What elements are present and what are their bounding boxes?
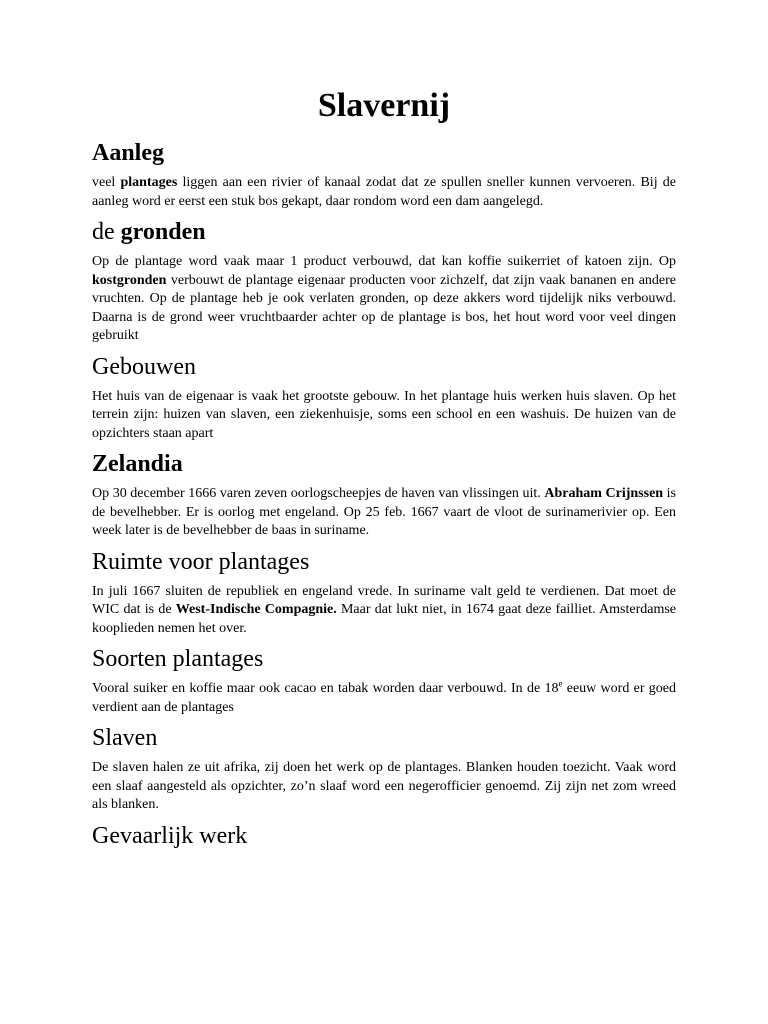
paragraph-ruimte (92, 583, 676, 639)
paragraph-gebouwen: Het huis van de eigenaar is vaak het grootste gebouw. In het plantage huis werken huis slaven. Op het terrein zijn: huizen van slaven, een ziekenhuisje, soms een school en een washuis. De huizen van de opzichters staan apart (92, 388, 676, 441)
paragraph-aanleg (92, 174, 676, 211)
document-content (92, 84, 676, 857)
bold-term-kostgronden: kostgronden (92, 272, 167, 288)
section-aanleg (92, 138, 676, 211)
heading-zelandia: Zelandia (92, 451, 183, 477)
section-ruimte (92, 547, 676, 639)
paragraph-slaven: De slaven halen ze uit afrika, zij doen het werk op de plantages. Blanken houden toezicht. Vaak word een slaaf aangesteld als opzichter, zo’n slaaf word een negerofficier genoemd. Zij zijn net zom wreed als blanken. (92, 760, 676, 812)
heading-gevaarlijk: Gevaarlijk werk (92, 822, 248, 849)
heading-bold-run: gronden (120, 219, 206, 245)
heading-slaven: Slaven (92, 725, 158, 751)
text-run: Maar dat lukt niet, in 1674 gaat deze failliet. Amsterdamse kooplieden nemen het over. (92, 602, 677, 636)
paragraph-zelandia (92, 485, 676, 541)
text-run: verbouwt de plantage eigenaar producten voor zichzelf, dat zijn vaak bananen en andere vruchten. Op de plantage heb je ook verlaten gronden, op deze akkers word tijdelijk niks verbouwd. Daarna is de grond weer vruchtbaarder achter op de plantage is bos, het hout word voor veel dingen gebruikt (92, 272, 676, 343)
text-run: Op 30 december 1666 varen zeven oorlogscheepjes de haven van vlissingen uit. (92, 486, 545, 501)
heading-soorten: Soorten plantages (92, 646, 264, 672)
bold-term-plantages: plantages (120, 175, 178, 190)
paragraph-soorten (92, 680, 676, 717)
section-gronden (92, 217, 676, 346)
superscript: e (558, 678, 563, 689)
heading-gronden (92, 217, 676, 247)
document-title: Slavernij (317, 87, 451, 124)
bold-term-wic: West-Indische Compagnie. (175, 602, 337, 617)
text-run: eeuw word er goed verdient aan de plantages (92, 681, 676, 715)
paragraph-gronden (92, 253, 676, 346)
text-run: Vooral suiker en koffie maar ook cacao en tabak worden daar verbouwd. In de 18 (92, 681, 559, 696)
heading-run: de (92, 219, 121, 245)
section-zelandia (92, 449, 676, 541)
section-gevaarlijk (92, 821, 676, 851)
heading-ruimte: Ruimte voor plantages (92, 548, 310, 575)
section-gebouwen (92, 352, 676, 444)
text-run: Op de plantage word vaak maar 1 product verbouwd, dat kan koffie suikerriet of katoen zijn. Op (92, 254, 676, 269)
text-run: liggen aan een rivier of kanaal zodat dat ze spullen sneller kunnen vervoeren. Bij de aanleg word er eerst een stuk bos gekapt, daar rondom word een dam aangelegd. (92, 175, 676, 209)
heading-aanleg: Aanleg (92, 140, 164, 166)
text-run: veel (92, 175, 121, 190)
heading-gebouwen: Gebouwen (92, 353, 196, 380)
section-soorten (92, 644, 676, 717)
text-run: In juli 1667 sluiten de republiek en engeland vrede. In suriname valt geld te verdienen. Dat moet de WIC dat is de (92, 583, 676, 617)
text-run: is de bevelhebber. Er is oorlog met engeland. Op 25 feb. 1667 vaart de vloot de surinamerivier op. Een week later is de bevelhebber de baas in suriname. (92, 486, 676, 538)
bold-term-abraham-crijnssen: Abraham Crijnssen (544, 486, 664, 501)
section-slaven (92, 723, 676, 815)
